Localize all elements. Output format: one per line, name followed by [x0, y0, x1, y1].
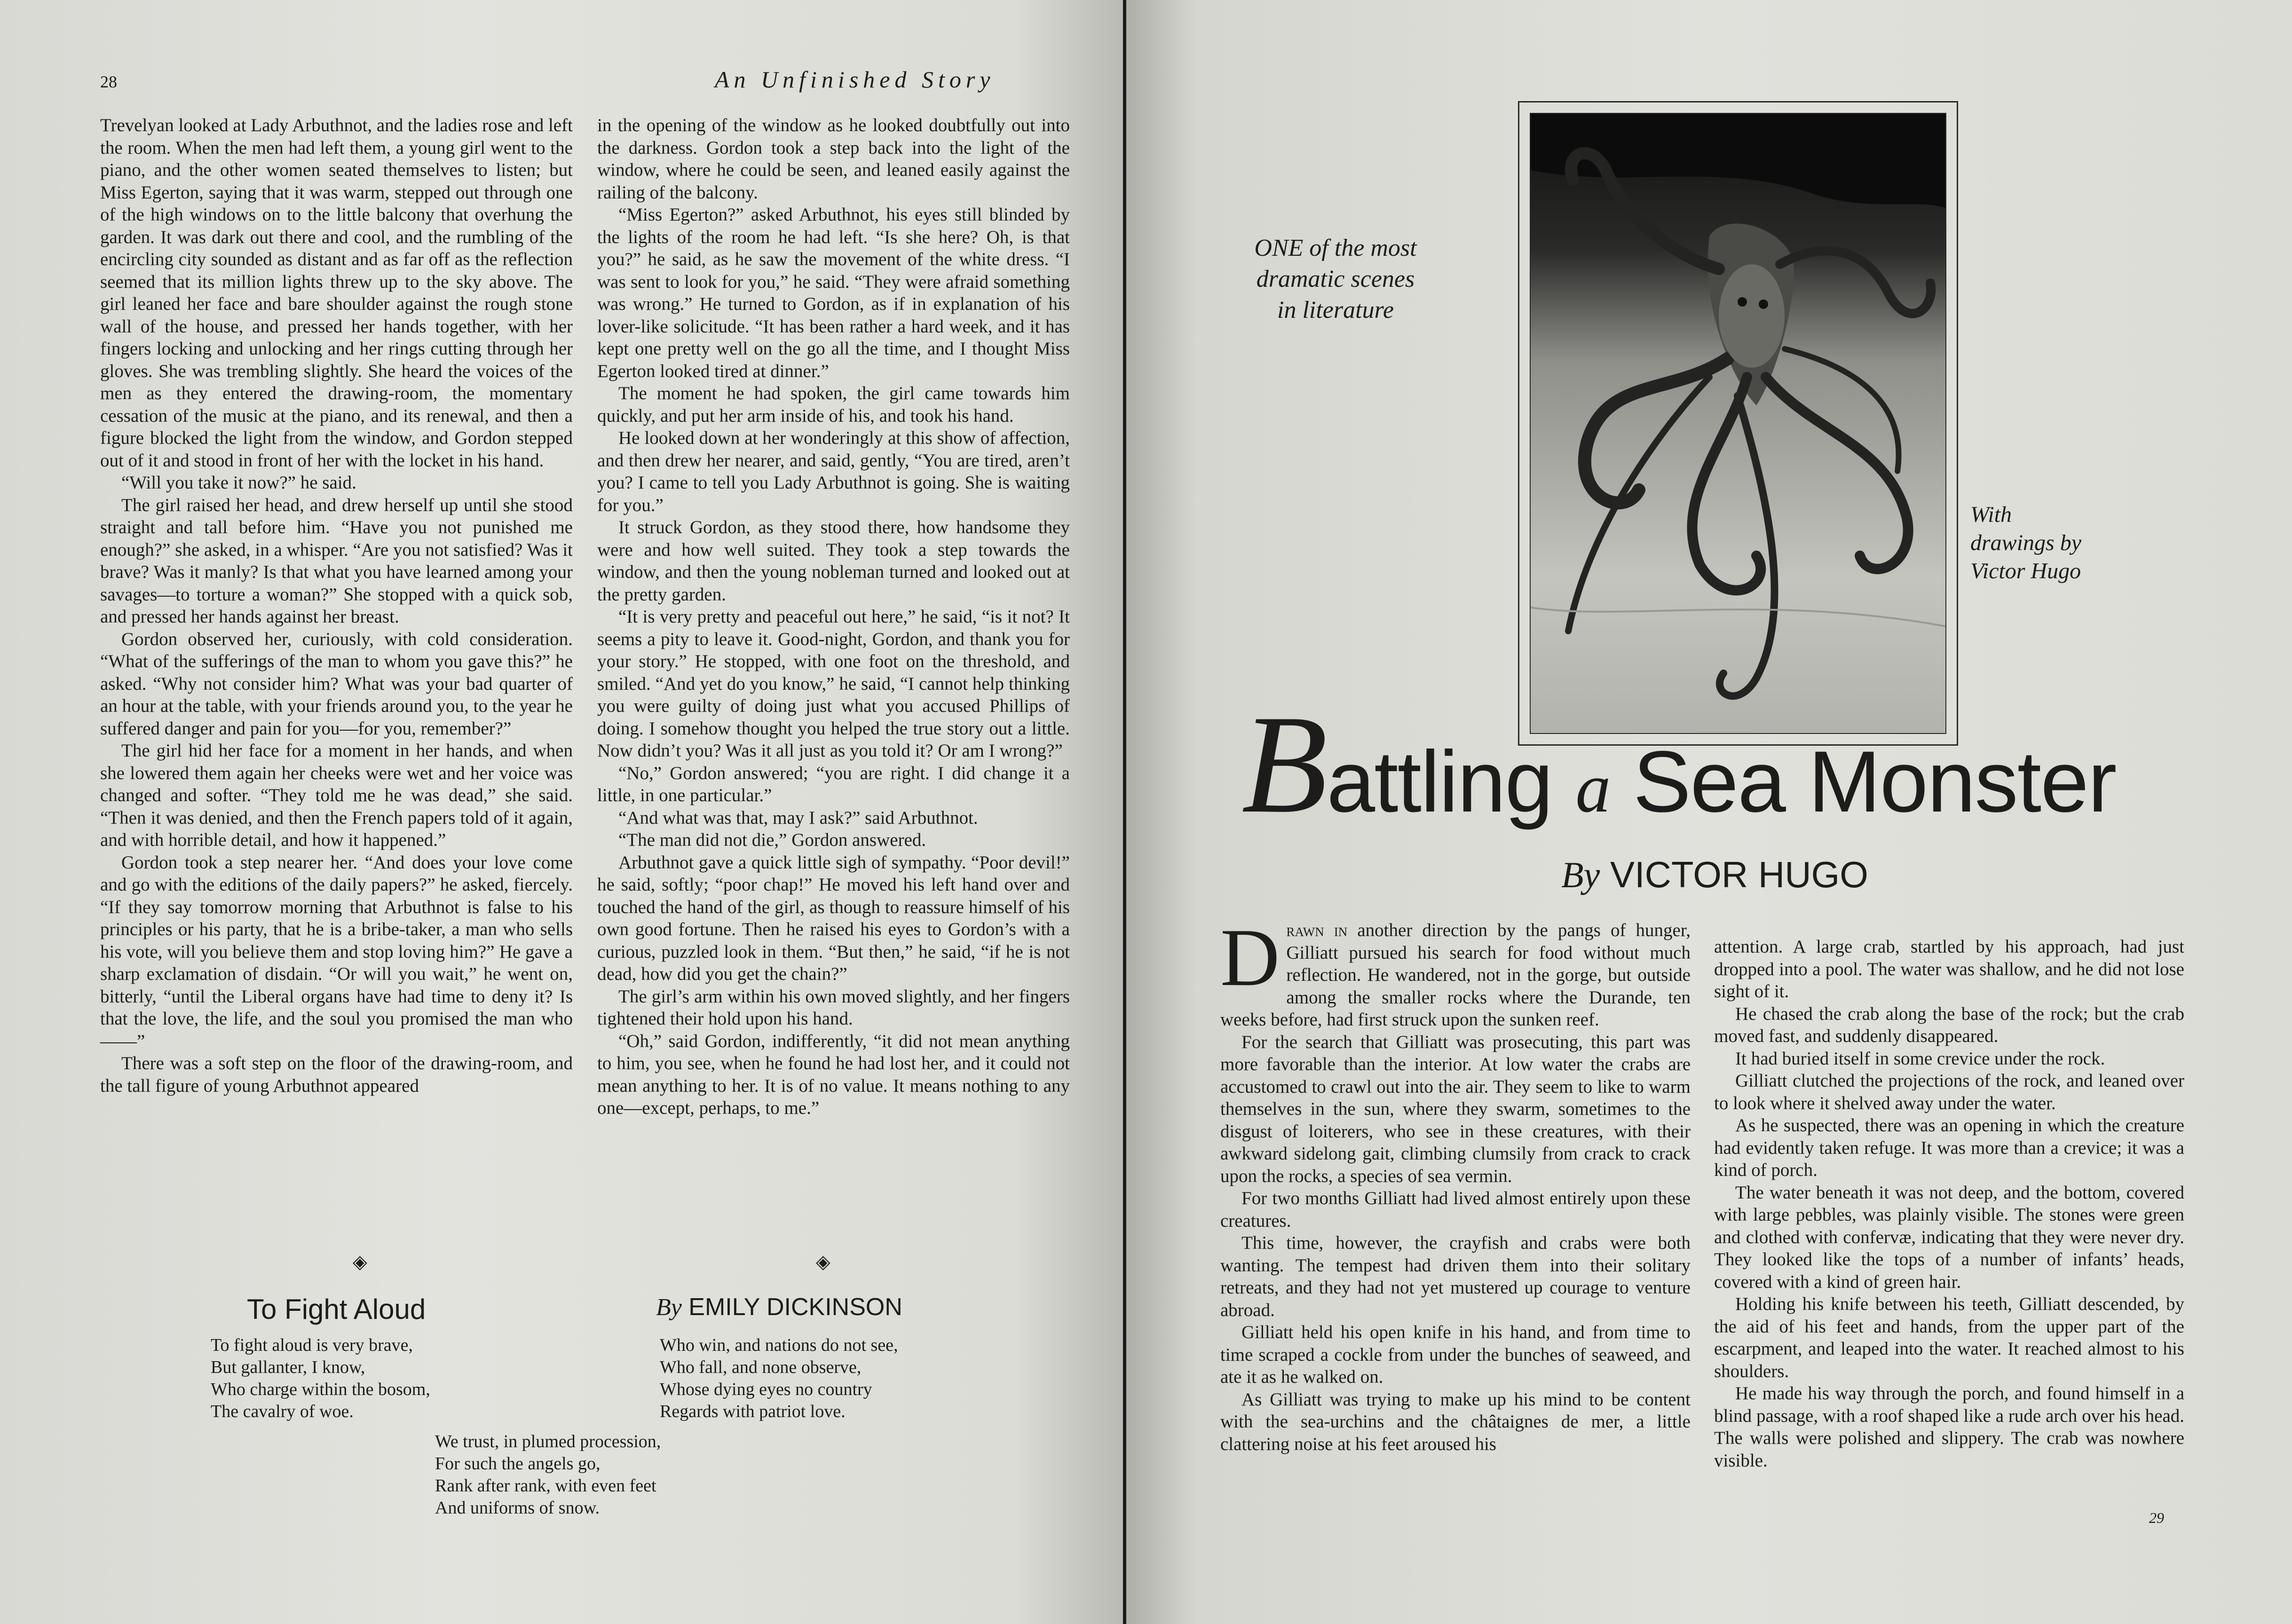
poem-line: The cavalry of woe. — [211, 1402, 354, 1421]
paragraph: “Will you take it now?” he said. — [121, 473, 356, 493]
credit-line: With — [1970, 502, 2012, 527]
article-lead-paragraph — [1220, 912, 1691, 1031]
paragraph: “Oh,” said Gordon, indifferently, “it did not mean anything to him, you see, when he found he had lost her, and it could not mean anything to her. It is of no value. It means nothing to any one—except, perhaps, to me.” — [597, 1031, 1070, 1118]
paragraph: For two months Gilliatt had lived almost entirely upon these creatures. — [1220, 1188, 1691, 1231]
blurb — [1241, 233, 1430, 326]
paragraph: The girl raised her head, and drew herself up until she stood straight and tall before him. “Have you not punished me enough?” she asked, in a whisper. “Are you not satisfied? Was it brave? Was it manly? Is that what you have learned among your savages—to torture a woman?” She stopped with a quick sob, and pressed her hands against her breast. — [100, 495, 573, 627]
poem-stanza-3 — [435, 1431, 661, 1519]
blurb-line: dramatic scenes — [1256, 266, 1415, 292]
paragraph: It struck Gordon, as they stood there, how handsome they were and how well suited. They took a step towards the window, and then the young nobleman turned and looked out at the pretty garden. — [597, 517, 1070, 605]
paragraph: Arbuthnot gave a quick little sigh of sympathy. “Poor devil!” he said, softly; “poor chap!” He moved his left hand over and touched the hand of the girl, as though to reassure himself of his own good fortune. Then he raised his eyes to Gordon’s with a curious, puzzled look in them. “But then,” he said, “if he is not dead, how did you get the chain?” — [597, 852, 1070, 984]
story-column-2 — [597, 114, 1070, 1119]
running-head: An Unfinished Story — [715, 66, 995, 93]
paragraph: There was a soft step on the floor of the drawing-room, and the tall figure of young Arbuthnot appeared — [100, 1053, 573, 1096]
paragraph: “No,” Gordon answered; “you are right. I did change it a little, in one particular.” — [597, 763, 1070, 805]
poem-line: Who charge within the bosom, — [211, 1380, 430, 1399]
paragraph: Gordon took a step nearer her. “And does your love come and go with the editions of the daily papers?” he asked, fiercely. “If they say tomorrow morning that Arbuthnot is false to his principles or his party, that he is a bribe-taker, a man who sells his vote, will you believe them and stop loving him?” He gave a sharp exclamation of disdain. “Or will you wait,” he went on, bitterly, “until the Liberal organs have had time to deny it? Is that the love, the life, and the soul you promised the man who——” — [100, 852, 573, 1051]
paragraph: The girl hid her face for a moment in her hands, and when she lowered them again her cheeks were wet and her voice was changed and softer. “They told me he was dead,” she said. “Then it was denied, and then the French papers told of it again, and with horrible detail, and how it happened.” — [100, 741, 573, 850]
ornament-divider-right: ◈ — [816, 1251, 830, 1272]
credit-line: drawings by — [1970, 530, 2082, 555]
poem-stanza-2 — [660, 1334, 898, 1423]
poem-byline — [656, 1293, 902, 1321]
poem-line: But gallanter, I know, — [211, 1357, 365, 1377]
lead-text: another direction by the pangs of hunger, Gilliatt pursued his search for food without much reflection. He wandered, not in the gorge, but outside among the smaller rocks where the Durande, ten weeks before, had first struck upon the sunken reef. — [1220, 920, 1691, 1030]
paragraph: The girl’s arm within his own moved slightly, and her fingers tightened their hold upon his hand. — [597, 986, 1070, 1029]
poem-author: EMILY DICKINSON — [688, 1293, 902, 1321]
paragraph: As he suspected, there was an opening in which the creature had evidently taken refuge. It was more than a crevice; it was a kind of porch. — [1714, 1115, 2184, 1180]
poem-line: And uniforms of snow. — [435, 1498, 600, 1518]
title-part: attling — [1327, 733, 1576, 830]
poem-line: We trust, in plumed procession, — [435, 1432, 661, 1451]
title-article: a — [1575, 749, 1610, 827]
poem-line: Whose dying eyes no country — [660, 1380, 872, 1399]
illustration-frame — [1518, 101, 1958, 746]
article-column-1 — [1220, 912, 1691, 1455]
paragraph: For the search that Gilliatt was prosecuting, this part was more favorable than the interior. At low water the crabs are accustomed to crawl out into the air. They seem to like to warm themselves in the sun, where they swarm, sometimes to the disgust of loiterers, who see in these creatures, with their awkward sidelong gait, climbing clumsily from crack to crack upon the rocks, a species of sea vermin. — [1220, 1032, 1691, 1186]
poem-line: Who fall, and none observe, — [660, 1357, 861, 1377]
poem-by: By — [656, 1294, 682, 1321]
poem-line: Rank after rank, with even feet — [435, 1476, 656, 1496]
left-page — [0, 0, 1126, 1624]
paragraph: “It is very pretty and peaceful out here,” he said, “is it not? It seems a pity to leave it. Good-night, Gordon, and thank you for your story.” He stopped, with one foot on the threshold, and smiled. “And yet do you know,” he said, “I cannot help thinking you were guilty of doing just what you accused Phillips of doing. I somehow thought you helped the true story out a little. Now didn’t you? Was it all just as you told it? Or am I wrong?” — [597, 607, 1070, 761]
credit-line: Victor Hugo — [1970, 559, 2081, 583]
title-initial: B — [1241, 686, 1327, 842]
article-title — [1241, 686, 2191, 842]
poem-stanza-1 — [211, 1334, 430, 1423]
paragraph: Trevelyan looked at Lady Arbuthnot, and the ladies rose and left the room. When the men had left them, a young girl went to the piano, and the other women seated themselves to listen; but Miss Egerton, saying that it was warm, stepped out through one of the high windows on to the little balcony that overhung the garden. It was dark out there and cool, and the rumbling of the encircling city sounded as distant and as far off as the reflection seemed that its million lights threw up to the sky above. The girl leaned her face and bare shoulder against the rough stone wall of the house, and pressed her hands together, with her fingers locking and unlocking and her rings cutting through her gloves. She was trembling slightly. She heard the voices of the men as they entered the drawing-room, the momentary cessation of the music at the piano, and its renewal, and then a figure blocked the light from the window, and Gordon stepped out of it and stood in front of her with the locket in his hand. — [100, 115, 573, 471]
poem-line: Who win, and nations do not see, — [660, 1335, 898, 1355]
story-column-1 — [100, 114, 573, 1097]
poem-line: For such the angels go, — [435, 1454, 601, 1474]
paragraph: He made his way through the porch, and found himself in a blind passage, with a roof shaped like a rude arch over his head. The walls were polished and slippery. The crab was nowhere visible. — [1714, 1383, 2184, 1471]
paragraph: He looked down at her wonderingly at this show of affection, and then drew her nearer, and said, gently, “You are tired, aren’t you? I came to tell you Lady Arbuthnot is going. She is waiting for you.” — [597, 428, 1070, 515]
page-number-right: 29 — [2149, 1509, 2164, 1526]
paragraph: “Miss Egerton?” asked Arbuthnot, his eyes still blinded by the lights of the room he had left. “Is she here? Oh, is that you?” he said, as he saw the movement of the white dress. “I was sent to look for you,” he said. “They were afraid something was wrong.” He turned to Gordon, as if in explanation of his lover-like solicitude. “It has been rather a hard week, and it has kept one pretty well on the go all the time, and I thought Miss Egerton looked tired at dinner.” — [597, 205, 1070, 381]
paragraph: “The man did not die,” Gordon answered. — [618, 830, 926, 850]
paragraph: Gordon observed her, curiously, with cold consideration. “What of the sufferings of the man to whom you gave this?” he asked. “Why not consider him? What was your bad quarter of an hour at the table, with your friends around you, to the year he suffered danger and pain for you—for you, remember?” — [100, 629, 573, 739]
paragraph: in the opening of the window as he looked doubtfully out into the darkness. Gordon took a step back into the light of the window, where he could be seen, and leaned easily against the railing of the balcony. — [597, 115, 1070, 203]
page-number-left: 28 — [100, 72, 117, 91]
paragraph: He chased the crab along the base of the rock; but the crab moved fast, and suddenly disappeared. — [1714, 1003, 2184, 1046]
poem-title: To Fight Aloud — [247, 1293, 426, 1325]
paragraph: Gilliatt clutched the projections of the rock, and leaned over to look where it shelved away under the water. — [1714, 1071, 2184, 1113]
octopus-drawing — [1531, 114, 1945, 733]
paragraph: Holding his knife between his teeth, Gilliatt descended, by the aid of his feet and hands, from the upper part of the escarpment, and leaped into the water. It reached almost to his shoulders. — [1714, 1294, 2184, 1381]
poem-line: Regards with patriot love. — [660, 1402, 846, 1421]
article-column-2 — [1714, 936, 2184, 1472]
ornament-divider-left: ◈ — [353, 1251, 367, 1272]
paragraph: Gilliatt held his open knife in his hand, and from time to time scraped a cockle from under the bunches of seaweed, and ate it as he walked on. — [1220, 1322, 1691, 1387]
article-byline — [1561, 853, 1919, 896]
drop-cap: D — [1220, 912, 1280, 1003]
paragraph: attention. A large crab, startled by his approach, had just dropped into a pool. The water was shallow, and he did not lose sight of it. — [1714, 937, 2184, 1001]
byline-by: By — [1561, 854, 1600, 895]
poem-line: To fight aloud is very brave, — [211, 1335, 413, 1355]
paragraph: It had buried itself in some crevice under the rock. — [1735, 1048, 2105, 1069]
lead-smallcaps: rawn in — [1286, 920, 1348, 940]
right-page — [1126, 0, 2292, 1624]
octopus-illustration — [1530, 113, 1946, 734]
byline-author: VICTOR HUGO — [1610, 854, 1868, 895]
paragraph: This time, however, the crayfish and crabs were both wanting. The tempest had driven them into their solitary retreats, and they had not yet mustered up courage to venture abroad. — [1220, 1233, 1691, 1320]
paragraph: “And what was that, may I ask?” said Arbuthnot. — [618, 807, 978, 828]
blurb-line: in literature — [1277, 297, 1394, 323]
paragraph: The moment he had spoken, the girl came towards him quickly, and put her arm inside of his, and took his hand. — [597, 383, 1070, 426]
paragraph: As Gilliatt was trying to make up his mind to be content with the sea-urchins and the châtaignes de mer, a little clattering noise at his feet aroused his — [1220, 1389, 1691, 1454]
blurb-line: ONE of the most — [1254, 235, 1417, 261]
illustration-credit — [1970, 501, 2111, 585]
paragraph: The water beneath it was not deep, and the bottom, covered with large pebbles, was plainly visible. The stones were green and clothed with confervæ, indicating that they were never dry. They looked like the tops of a number of infants’ heads, covered with a kind of green hair. — [1714, 1182, 2184, 1292]
title-part-end: Sea Monster — [1610, 733, 2116, 830]
